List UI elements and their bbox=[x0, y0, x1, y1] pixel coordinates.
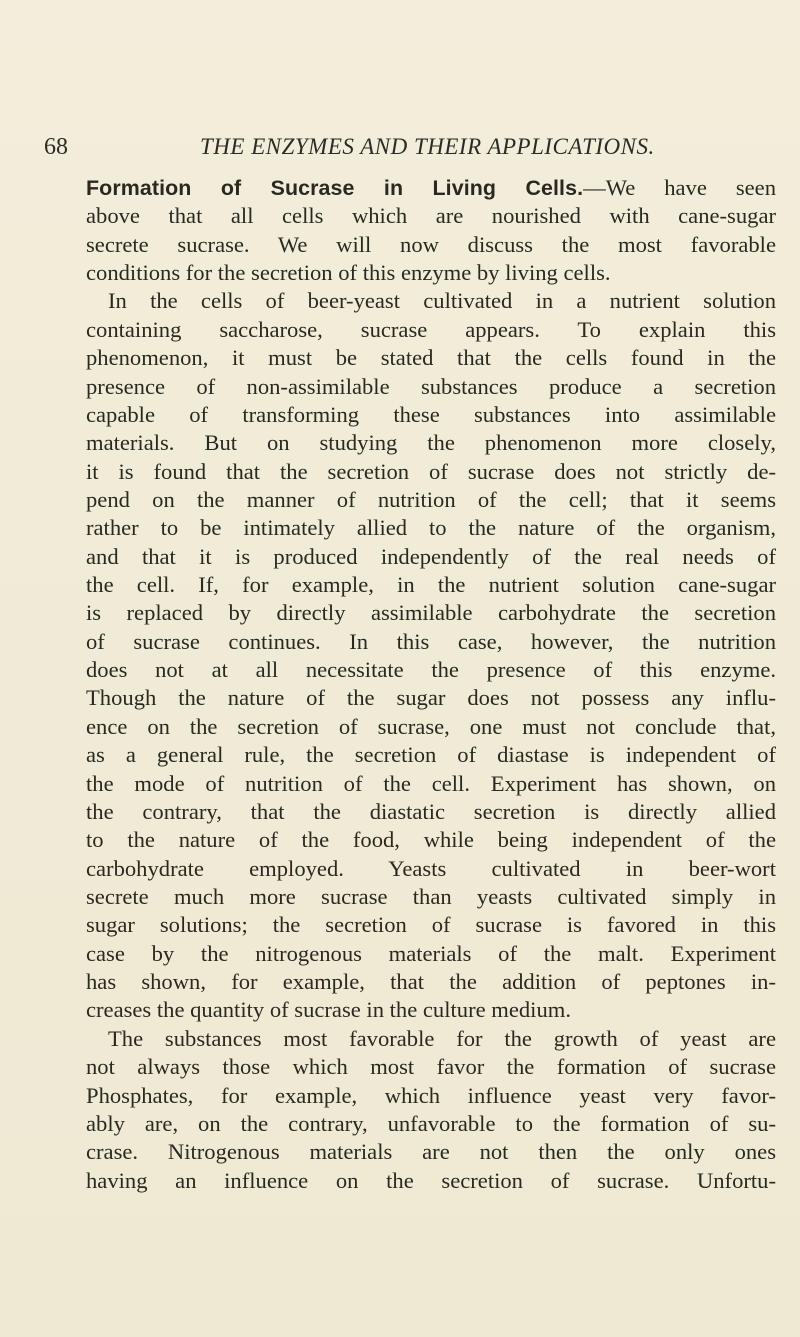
text-line: conditions for the secretion of this enzyme by living cells. bbox=[86, 260, 611, 286]
text-line: containing saccharose, sucrase appears. To explain this bbox=[86, 316, 776, 342]
text-line: creases the quantity of sucrase in the culture medium. bbox=[86, 997, 571, 1023]
text-line: the mode of nutrition of the cell. Experiment has shown, on bbox=[86, 770, 776, 796]
text-line: and that it is produced independently of the real needs of bbox=[86, 543, 776, 569]
text-line: of sucrase continues. In this case, however, the nutrition bbox=[86, 628, 776, 654]
text-line: sugar solutions; the secretion of sucrase is favored in this bbox=[86, 912, 776, 938]
running-head bbox=[44, 130, 764, 164]
text-line: pend on the manner of nutrition of the cell; that it seems bbox=[86, 486, 776, 512]
text-line: In the cells of beer-yeast cultivated in a nutrient solution bbox=[108, 288, 776, 314]
text-line bbox=[86, 174, 776, 202]
text-line: capable of transforming these substances into assimilable bbox=[86, 401, 776, 427]
text-line: has shown, for example, that the addition of peptones in- bbox=[86, 969, 776, 995]
text-line: The substances most favorable for the growth of yeast are bbox=[108, 1025, 776, 1051]
page-number: 68 bbox=[44, 134, 68, 160]
text-line: the contrary, that the diastatic secretion is directly allied bbox=[86, 798, 776, 824]
text-line: is replaced by directly assimilable carbohydrate the secretion bbox=[86, 600, 776, 626]
text-line: ably are, on the contrary, unfavorable to the formation of su- bbox=[86, 1110, 776, 1136]
text-line: carbohydrate employed. Yeasts cultivated in beer-wort bbox=[86, 855, 776, 881]
text-line: phenomenon, it must be stated that the cells found in the bbox=[86, 345, 776, 371]
text-line: presence of non-assimilable substances produce a secretion bbox=[86, 373, 776, 399]
text-line: to the nature of the food, while being independent of the bbox=[86, 827, 776, 853]
running-title: THE ENZYMES AND THEIR APPLICATIONS. bbox=[200, 134, 655, 159]
text-line: ence on the secretion of sucrase, one must not conclude that, bbox=[86, 713, 776, 739]
text-line: materials. But on studying the phenomenon more closely, bbox=[86, 430, 776, 456]
text-line: Phosphates, for example, which influence yeast very favor- bbox=[86, 1082, 776, 1108]
text-line: above that all cells which are nourished with cane-sugar bbox=[86, 203, 776, 229]
text-line: it is found that the secretion of sucrase does not strictly de- bbox=[86, 458, 776, 484]
body-text bbox=[86, 174, 776, 1195]
text-line: case by the nitrogenous materials of the malt. Experiment bbox=[86, 940, 776, 966]
text-line: crase. Nitrogenous materials are not then the only ones bbox=[86, 1139, 776, 1165]
section-heading: Formation of Sucrase in Living Cells. bbox=[86, 176, 584, 200]
text-line: secrete sucrase. We will now discuss the most favorable bbox=[86, 231, 776, 257]
text-line: the cell. If, for example, in the nutrient solution cane-sugar bbox=[86, 572, 776, 598]
text-line: rather to be intimately allied to the nature of the organism, bbox=[86, 515, 776, 541]
line-text: —We have seen bbox=[583, 175, 776, 200]
text-line: does not at all necessitate the presence of this enzyme. bbox=[86, 657, 776, 683]
text-line: having an influence on the secretion of sucrase. Unfortu- bbox=[86, 1167, 776, 1193]
text-line: not always those which most favor the formation of sucrase bbox=[86, 1054, 776, 1080]
text-line: secrete much more sucrase than yeasts cultivated simply in bbox=[86, 883, 776, 909]
text-line: as a general rule, the secretion of diastase is independent of bbox=[86, 742, 776, 768]
text-line: Though the nature of the sugar does not possess any influ- bbox=[86, 685, 776, 711]
